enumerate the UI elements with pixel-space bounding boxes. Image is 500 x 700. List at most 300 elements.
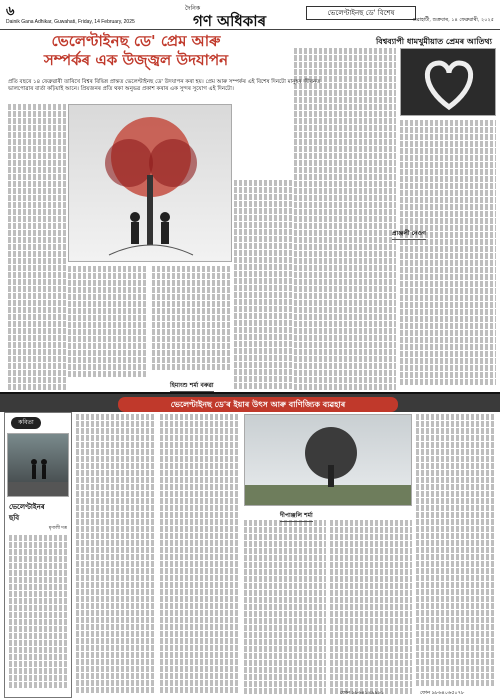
text-line <box>76 680 156 686</box>
text-line <box>160 659 240 665</box>
text-line <box>76 589 156 595</box>
text-line <box>400 155 496 161</box>
heart-hands-photo <box>400 48 496 116</box>
text-line <box>8 118 66 124</box>
text-line <box>294 279 396 285</box>
text-line <box>160 533 240 539</box>
text-line <box>8 370 66 376</box>
masthead <box>0 0 500 30</box>
text-line <box>68 294 148 300</box>
text-line <box>9 675 69 681</box>
text-line <box>416 652 496 658</box>
text-line <box>76 652 156 658</box>
text-line <box>76 484 156 490</box>
text-line <box>160 505 240 511</box>
text-line <box>160 568 240 574</box>
text-line <box>76 561 156 567</box>
text-line <box>294 328 396 334</box>
text-line <box>294 356 396 362</box>
text-line <box>234 222 292 228</box>
text-line <box>152 350 232 356</box>
text-line <box>294 377 396 383</box>
text-line <box>8 321 66 327</box>
text-line <box>294 146 396 152</box>
article2-column <box>294 48 396 392</box>
text-line <box>416 533 496 539</box>
text-line <box>234 341 292 347</box>
text-line <box>400 204 496 210</box>
text-line <box>68 350 148 356</box>
text-line <box>294 83 396 89</box>
article3-column <box>160 414 240 696</box>
text-line <box>244 646 326 652</box>
text-line <box>160 512 240 518</box>
text-line <box>330 583 412 589</box>
text-line <box>8 125 66 131</box>
text-line <box>330 590 412 596</box>
article2-column <box>400 120 496 392</box>
text-line <box>76 442 156 448</box>
text-line <box>76 638 156 644</box>
text-line <box>330 674 412 680</box>
page-number: ৬ <box>6 4 15 19</box>
text-line <box>8 314 66 320</box>
text-line <box>244 541 326 547</box>
article3-column <box>416 414 496 690</box>
text-line <box>400 148 496 154</box>
text-line <box>416 603 496 609</box>
text-line <box>160 463 240 469</box>
text-line <box>9 654 69 660</box>
poem-title: ভেলেণ্টাইনৰ <box>9 502 45 511</box>
text-line <box>244 562 326 568</box>
text-line <box>234 229 292 235</box>
text-line <box>9 668 69 674</box>
text-line <box>8 335 66 341</box>
text-line <box>330 527 412 533</box>
text-line <box>160 575 240 581</box>
text-line <box>294 293 396 299</box>
text-line <box>76 428 156 434</box>
text-line <box>416 666 496 672</box>
text-line <box>294 349 396 355</box>
text-line <box>152 287 232 293</box>
text-line <box>330 667 412 673</box>
text-line <box>234 355 292 361</box>
text-line <box>416 421 496 427</box>
text-line <box>160 582 240 588</box>
text-line <box>152 315 232 321</box>
text-line <box>76 456 156 462</box>
text-line <box>416 519 496 525</box>
lone-tree-illustration <box>245 415 412 506</box>
text-line <box>9 563 69 569</box>
text-line <box>160 421 240 427</box>
text-line <box>8 160 66 166</box>
special-edition-tag: ভেলেণ্টাইনছ ডে' বিশেষ <box>306 6 416 20</box>
text-line <box>400 169 496 175</box>
text-line <box>416 477 496 483</box>
text-line <box>416 547 496 553</box>
text-line <box>294 223 396 229</box>
text-line <box>244 674 326 680</box>
text-line <box>9 591 69 597</box>
text-line <box>234 327 292 333</box>
article3-title: ভেলেণ্টাইনছ ডে'ৰ ইয়াৰ উৎস আৰু বাণিজ্যিক ব্যৱহাৰ <box>118 397 398 412</box>
text-line <box>234 250 292 256</box>
text-line <box>68 273 148 279</box>
text-line <box>160 687 240 693</box>
footer-phone: ফোন ৯৮৬৪০৬৫০৭৮ <box>420 690 465 696</box>
text-line <box>400 176 496 182</box>
text-line <box>76 526 156 532</box>
text-line <box>244 639 326 645</box>
text-line <box>8 146 66 152</box>
text-line <box>8 223 66 229</box>
text-line <box>330 555 412 561</box>
text-line <box>8 188 66 194</box>
text-line <box>416 505 496 511</box>
text-line <box>8 286 66 292</box>
text-line <box>160 610 240 616</box>
text-line <box>8 104 66 110</box>
text-line <box>76 449 156 455</box>
text-line <box>68 343 148 349</box>
text-line <box>330 576 412 582</box>
poem-subtitle: ছবি <box>9 513 20 522</box>
text-line <box>160 547 240 553</box>
text-line <box>160 652 240 658</box>
text-line <box>9 626 69 632</box>
text-line <box>400 260 496 266</box>
text-line <box>76 519 156 525</box>
article-title-line1: ভেলেণ্টাইনছ ডে' প্ৰেম আৰু <box>51 32 221 50</box>
text-line <box>294 55 396 61</box>
text-line <box>244 688 326 694</box>
text-line <box>76 505 156 511</box>
text-line <box>76 659 156 665</box>
text-line <box>294 181 396 187</box>
beach-couple-illustration <box>8 434 69 497</box>
text-line <box>244 660 326 666</box>
text-line <box>9 598 69 604</box>
text-line <box>8 258 66 264</box>
text-line <box>416 596 496 602</box>
poem-text <box>9 535 69 695</box>
heart-hands-icon <box>401 49 496 116</box>
article2-author: প্ৰাঞ্জলী নেওগ <box>392 228 426 240</box>
text-line <box>76 477 156 483</box>
text-line <box>400 197 496 203</box>
text-line <box>294 384 396 390</box>
text-line <box>68 301 148 307</box>
text-line <box>400 281 496 287</box>
text-line <box>244 576 326 582</box>
article-intro: প্ৰতি বছৰে ১৪ ফেব্ৰুৱাৰী তাৰিখে বিশ্বৰ বিভিন্ন প্ৰান্তত ভেলেণ্টাইনছ ডে' উদযাপন কৰা হয়। প্ৰেম আৰু সম্পৰ্কৰ এই বিশেষ দিনটো মানুহৰ জীৱনত ভালপোৱাৰ বাৰ্তা কঢ়িয়াই আনে। প্ৰিয়জনৰ প্ৰতি থকা অনুভৱ প্ৰকাশ কৰাৰ এক সুন্দৰ সুযোগ এই দিনটো। <box>8 79 321 92</box>
text-line <box>9 647 69 653</box>
text-line <box>416 575 496 581</box>
text-line <box>160 498 240 504</box>
text-line <box>244 527 326 533</box>
text-line <box>416 631 496 637</box>
article-column <box>152 266 232 376</box>
text-line <box>400 218 496 224</box>
text-line <box>400 365 496 371</box>
text-line <box>68 357 148 363</box>
text-line <box>400 274 496 280</box>
text-line <box>294 286 396 292</box>
text-line <box>416 498 496 504</box>
text-line <box>76 435 156 441</box>
text-line <box>152 329 232 335</box>
text-line <box>8 251 66 257</box>
text-line <box>234 348 292 354</box>
text-line <box>160 477 240 483</box>
text-line <box>152 357 232 363</box>
text-line <box>244 653 326 659</box>
text-line <box>76 547 156 553</box>
article3-column <box>76 414 156 696</box>
text-line <box>8 244 66 250</box>
text-line <box>76 554 156 560</box>
text-line <box>234 180 292 186</box>
text-line <box>400 253 496 259</box>
text-line <box>234 278 292 284</box>
text-line <box>416 638 496 644</box>
text-line <box>294 69 396 75</box>
text-line <box>9 535 69 541</box>
text-line <box>234 334 292 340</box>
text-line <box>294 139 396 145</box>
text-line <box>400 323 496 329</box>
text-line <box>68 336 148 342</box>
text-line <box>294 160 396 166</box>
text-line <box>68 280 148 286</box>
text-line <box>330 562 412 568</box>
text-line <box>160 624 240 630</box>
text-line <box>8 139 66 145</box>
text-line <box>416 540 496 546</box>
text-line <box>234 215 292 221</box>
couple-tree-photo <box>68 104 232 262</box>
text-line <box>160 617 240 623</box>
text-line <box>416 442 496 448</box>
text-line <box>8 216 66 222</box>
text-line <box>160 589 240 595</box>
text-line <box>416 484 496 490</box>
article-title-line2: সম্পৰ্কৰ এক উজ্জ্বল উদযাপন <box>43 51 229 69</box>
text-line <box>9 549 69 555</box>
text-line <box>294 132 396 138</box>
text-line <box>294 342 396 348</box>
text-line <box>400 309 496 315</box>
text-line <box>330 541 412 547</box>
text-line <box>400 372 496 378</box>
text-line <box>330 632 412 638</box>
text-line <box>8 181 66 187</box>
text-line <box>234 271 292 277</box>
text-line <box>160 519 240 525</box>
paper-info: Dainik Gana Adhikar, Guwahati, Friday, 14 February, 2025 <box>6 19 135 25</box>
text-line <box>160 554 240 560</box>
heart-tree-illustration <box>69 105 232 262</box>
issue-date: গুৱাহাটী, শুক্ৰবাৰ, ১৪ ফেব্ৰুৱাৰী, ২০২৫ <box>412 17 494 23</box>
text-line <box>234 376 292 382</box>
text-line <box>294 174 396 180</box>
text-line <box>294 209 396 215</box>
text-line <box>416 582 496 588</box>
text-line <box>9 542 69 548</box>
text-line <box>8 174 66 180</box>
text-line <box>234 299 292 305</box>
text-line <box>160 645 240 651</box>
text-line <box>416 617 496 623</box>
brand-logo <box>185 3 303 30</box>
text-line <box>330 653 412 659</box>
text-line <box>9 570 69 576</box>
text-line <box>400 351 496 357</box>
text-line <box>294 48 396 54</box>
text-line <box>294 104 396 110</box>
article-column <box>234 180 292 392</box>
text-line <box>416 526 496 532</box>
text-line <box>234 201 292 207</box>
text-line <box>294 321 396 327</box>
text-line <box>400 358 496 364</box>
text-line <box>416 554 496 560</box>
text-line <box>160 631 240 637</box>
text-line <box>294 314 396 320</box>
text-line <box>76 645 156 651</box>
text-line <box>294 216 396 222</box>
text-line <box>400 127 496 133</box>
text-line <box>330 548 412 554</box>
text-line <box>76 421 156 427</box>
text-line <box>416 561 496 567</box>
text-line <box>160 484 240 490</box>
text-line <box>294 97 396 103</box>
text-line <box>400 379 496 385</box>
text-line <box>76 582 156 588</box>
text-line <box>8 272 66 278</box>
text-line <box>294 251 396 257</box>
text-line <box>400 141 496 147</box>
text-line <box>152 301 232 307</box>
text-line <box>8 132 66 138</box>
text-line <box>416 589 496 595</box>
text-line <box>234 194 292 200</box>
text-line <box>152 364 232 370</box>
text-line <box>76 687 156 693</box>
brand-prefix: দৈনিক <box>185 5 201 12</box>
text-line <box>68 315 148 321</box>
text-line <box>400 330 496 336</box>
article3-column <box>244 520 326 696</box>
text-line <box>8 293 66 299</box>
text-line <box>160 673 240 679</box>
text-line <box>160 435 240 441</box>
text-line <box>234 208 292 214</box>
text-line <box>160 638 240 644</box>
text-line <box>294 265 396 271</box>
text-line <box>76 540 156 546</box>
text-line <box>76 533 156 539</box>
text-line <box>152 308 232 314</box>
text-line <box>294 195 396 201</box>
text-line <box>294 188 396 194</box>
poem-box <box>4 412 72 698</box>
text-line <box>160 470 240 476</box>
text-line <box>234 383 292 389</box>
text-line <box>294 62 396 68</box>
text-line <box>76 666 156 672</box>
text-line <box>244 548 326 554</box>
text-line <box>400 246 496 252</box>
text-line <box>8 279 66 285</box>
text-line <box>244 632 326 638</box>
text-line <box>160 428 240 434</box>
text-line <box>160 526 240 532</box>
text-line <box>244 597 326 603</box>
text-line <box>76 610 156 616</box>
section-header-bar <box>0 392 500 412</box>
text-line <box>68 329 148 335</box>
text-line <box>152 336 232 342</box>
text-line <box>244 590 326 596</box>
text-line <box>330 639 412 645</box>
text-line <box>160 414 240 420</box>
text-line <box>294 118 396 124</box>
text-line <box>330 681 412 687</box>
text-line <box>400 267 496 273</box>
text-line <box>76 596 156 602</box>
text-line <box>330 660 412 666</box>
text-line <box>8 377 66 383</box>
text-line <box>8 153 66 159</box>
text-line <box>68 266 148 272</box>
text-line <box>330 611 412 617</box>
text-line <box>76 491 156 497</box>
text-line <box>294 370 396 376</box>
text-line <box>330 646 412 652</box>
text-line <box>160 596 240 602</box>
text-line <box>416 624 496 630</box>
text-line <box>234 362 292 368</box>
text-line <box>244 520 326 526</box>
text-line <box>234 264 292 270</box>
text-line <box>244 625 326 631</box>
text-line <box>400 162 496 168</box>
text-line <box>416 680 496 686</box>
text-line <box>400 302 496 308</box>
text-line <box>244 569 326 575</box>
poem-badge: কবিতা <box>11 417 41 429</box>
text-line <box>234 257 292 263</box>
text-line <box>294 237 396 243</box>
text-line <box>8 230 66 236</box>
text-line <box>416 414 496 420</box>
text-line <box>8 209 66 215</box>
text-line <box>244 534 326 540</box>
text-line <box>244 611 326 617</box>
text-line <box>68 322 148 328</box>
text-line <box>160 561 240 567</box>
text-line <box>294 202 396 208</box>
text-line <box>244 604 326 610</box>
text-line <box>294 167 396 173</box>
text-line <box>416 491 496 497</box>
text-line <box>244 583 326 589</box>
